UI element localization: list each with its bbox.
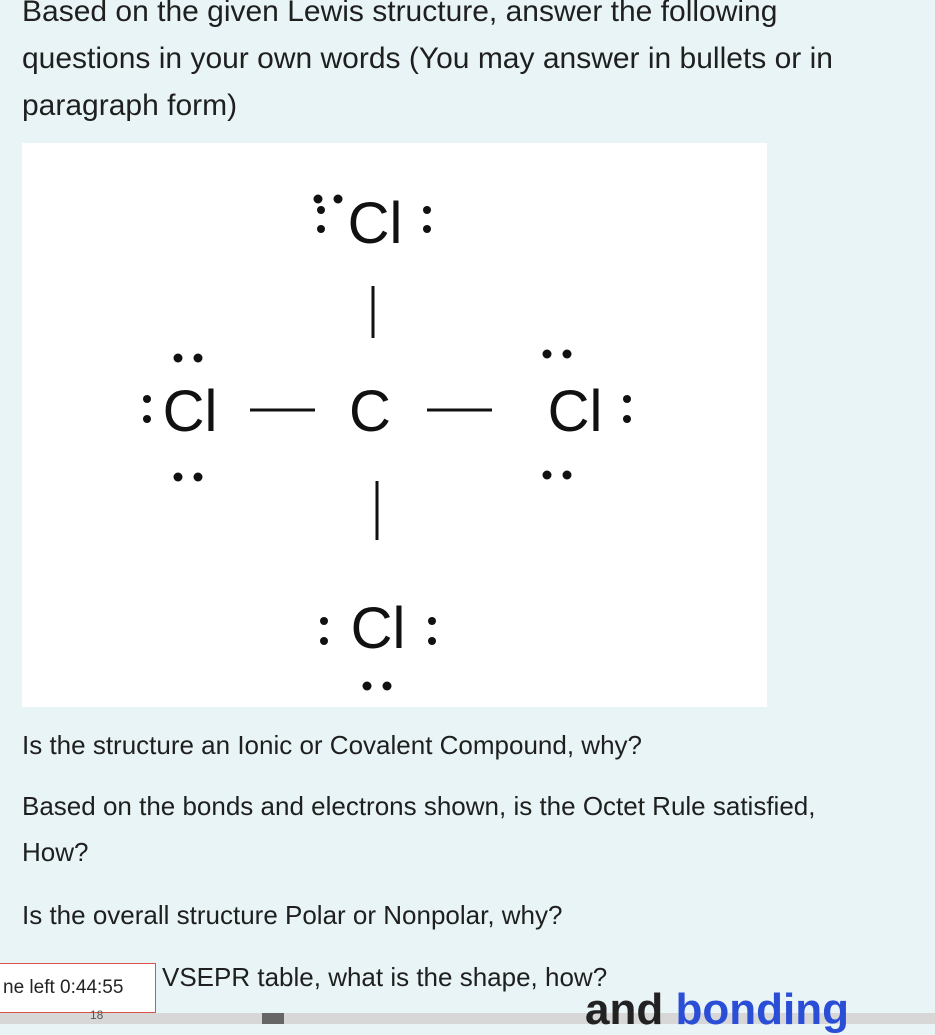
scroll-marker bbox=[262, 1013, 284, 1024]
next-heading-dark: and bbox=[585, 985, 664, 1034]
lone-pair-dot bbox=[428, 637, 436, 645]
lone-pair-dot bbox=[423, 206, 431, 214]
lone-pair-dot bbox=[563, 471, 572, 480]
lone-pair-dot bbox=[143, 395, 151, 403]
lone-pair-dot bbox=[314, 195, 323, 204]
top-chlorine bbox=[314, 191, 432, 256]
lone-pair-dot bbox=[428, 617, 436, 625]
page-number: 18 bbox=[90, 1008, 104, 1022]
lone-pair-dot bbox=[194, 354, 203, 363]
center-c-label: C bbox=[349, 379, 391, 444]
question-octet-rule: Based on the bonds and electrons shown, is the Octet Rule satisfied, How? bbox=[22, 791, 816, 867]
right-chlorine bbox=[543, 350, 632, 480]
lone-pair-dot bbox=[543, 471, 552, 480]
lone-pair-dot bbox=[363, 682, 372, 691]
lone-pair-dot bbox=[317, 206, 325, 214]
right-cl-label: Cl bbox=[547, 379, 603, 444]
lone-pair-dot bbox=[563, 350, 572, 359]
lone-pair-dot bbox=[623, 415, 631, 423]
lewis-structure-diagram bbox=[22, 143, 767, 707]
lone-pair-dot bbox=[423, 225, 431, 233]
top-cl-label: Cl bbox=[347, 191, 403, 256]
question-ionic-covalent: Is the structure an Ionic or Covalent Compound, why? bbox=[22, 730, 642, 760]
time-left-badge: ne left 0:44:55 bbox=[0, 963, 156, 1013]
left-chlorine bbox=[143, 354, 217, 482]
lone-pair-dot bbox=[174, 473, 183, 482]
bottom-cl-label: Cl bbox=[350, 596, 406, 661]
lone-pair-dot bbox=[543, 350, 552, 359]
lone-pair-dot bbox=[334, 195, 343, 204]
left-cl-label: Cl bbox=[162, 379, 218, 444]
lone-pair-dot bbox=[174, 354, 183, 363]
lone-pair-dot bbox=[623, 395, 631, 403]
lone-pair-dot bbox=[143, 415, 151, 423]
next-page-heading bbox=[585, 985, 849, 1035]
lone-pair-dot bbox=[320, 617, 328, 625]
next-heading-blue: bonding bbox=[675, 985, 849, 1034]
lewis-structure-image bbox=[22, 143, 767, 707]
lone-pair-dot bbox=[317, 225, 325, 233]
question-vsepr-shape: VSEPR table, what is the shape, how? bbox=[162, 962, 608, 992]
lone-pair-dot bbox=[194, 473, 203, 482]
question-polarity: Is the overall structure Polar or Nonpolar, why? bbox=[22, 900, 563, 930]
lone-pair-dot bbox=[320, 637, 328, 645]
question-intro: Based on the given Lewis structure, answer the following questions in your own words (You may answer in bullets or in paragraph form) bbox=[22, 0, 833, 122]
lone-pair-dot bbox=[383, 682, 392, 691]
bottom-chlorine bbox=[320, 596, 436, 691]
